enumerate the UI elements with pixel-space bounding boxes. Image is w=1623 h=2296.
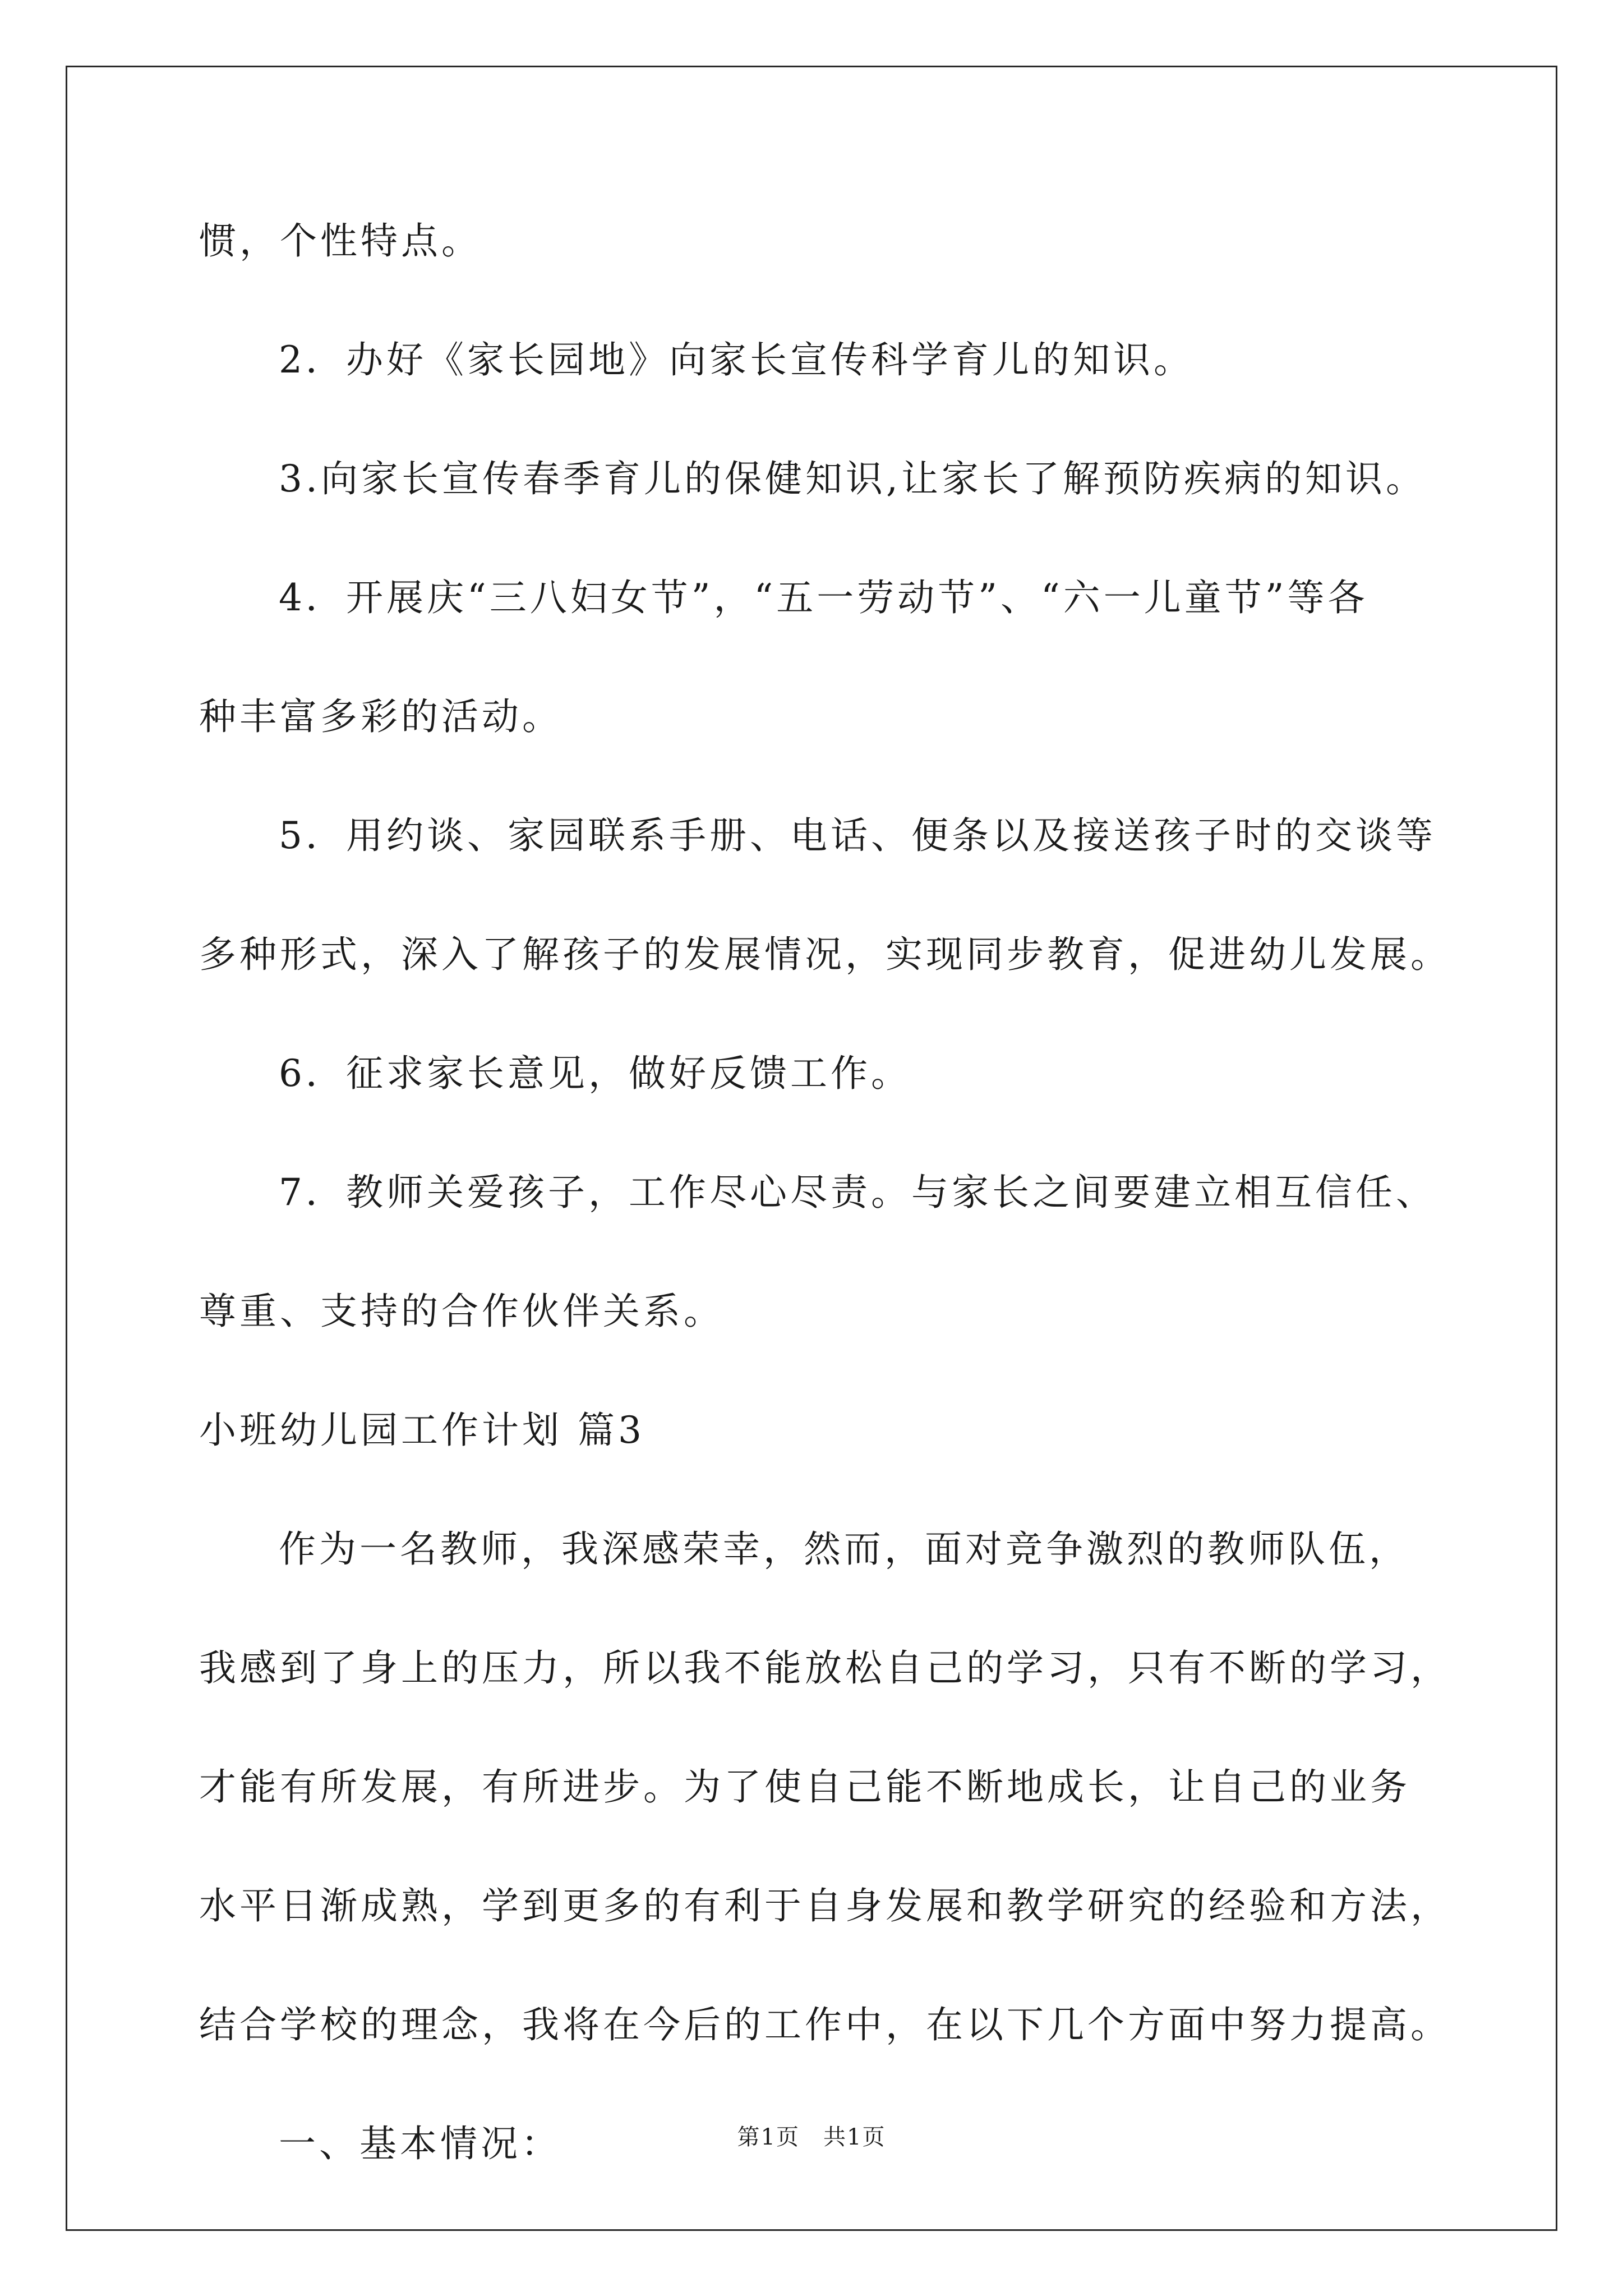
paragraph-line: 4．开展庆“三八妇女节”，“五一劳动节”、“六一儿童节”等各 <box>279 576 1368 619</box>
paragraph-line: 一、基本情况： <box>279 2122 561 2165</box>
paragraph-line: 6．征求家长意见，做好反馈工作。 <box>279 1052 911 1095</box>
paragraph-line: 5．用约谈、家园联系手册、电话、便条以及接送孩子时的交谈等 <box>279 814 1436 857</box>
paragraph-line: 作为一名教师，我深感荣幸，然而，面对竞争激烈的教师队伍， <box>279 1527 1409 1571</box>
paragraph-line: 惯，个性特点。 <box>199 219 482 263</box>
section-heading: 小班幼儿园工作计划 篇3 <box>199 1409 645 1452</box>
paragraph-line: 才能有所发展，有所进步。为了使自己能不断地成长，让自己的业务 <box>199 1765 1410 1809</box>
paragraph-line: 多种形式，深入了解孩子的发展情况，实现同步教育，促进幼儿发展。 <box>199 933 1451 976</box>
paragraph-line: 我感到了身上的压力，所以我不能放松自己的学习，只有不断的学习， <box>199 1646 1451 1690</box>
paragraph-line: 2．办好《家长园地》向家长宣传科学育儿的知识。 <box>279 338 1194 381</box>
paragraph-line: 7．教师关爱孩子，工作尽心尽责。与家长之间要建立相互信任、 <box>279 1171 1436 1214</box>
page-number-footer: 第1页 共1页 <box>737 2124 886 2150</box>
paragraph-line: 结合学校的理念，我将在今后的工作中，在以下几个方面中努力提高。 <box>199 2003 1451 2046</box>
paragraph-line: 尊重、支持的合作伙伴关系。 <box>199 1290 724 1333</box>
paragraph-line: 3.向家长宣传春季育儿的保健知识,让家长了解预防疾病的知识。 <box>279 457 1426 500</box>
paragraph-line: 水平日渐成熟，学到更多的有利于自身发展和教学研究的经验和方法， <box>199 1884 1451 1927</box>
paragraph-line: 种丰富多彩的活动。 <box>199 695 562 738</box>
